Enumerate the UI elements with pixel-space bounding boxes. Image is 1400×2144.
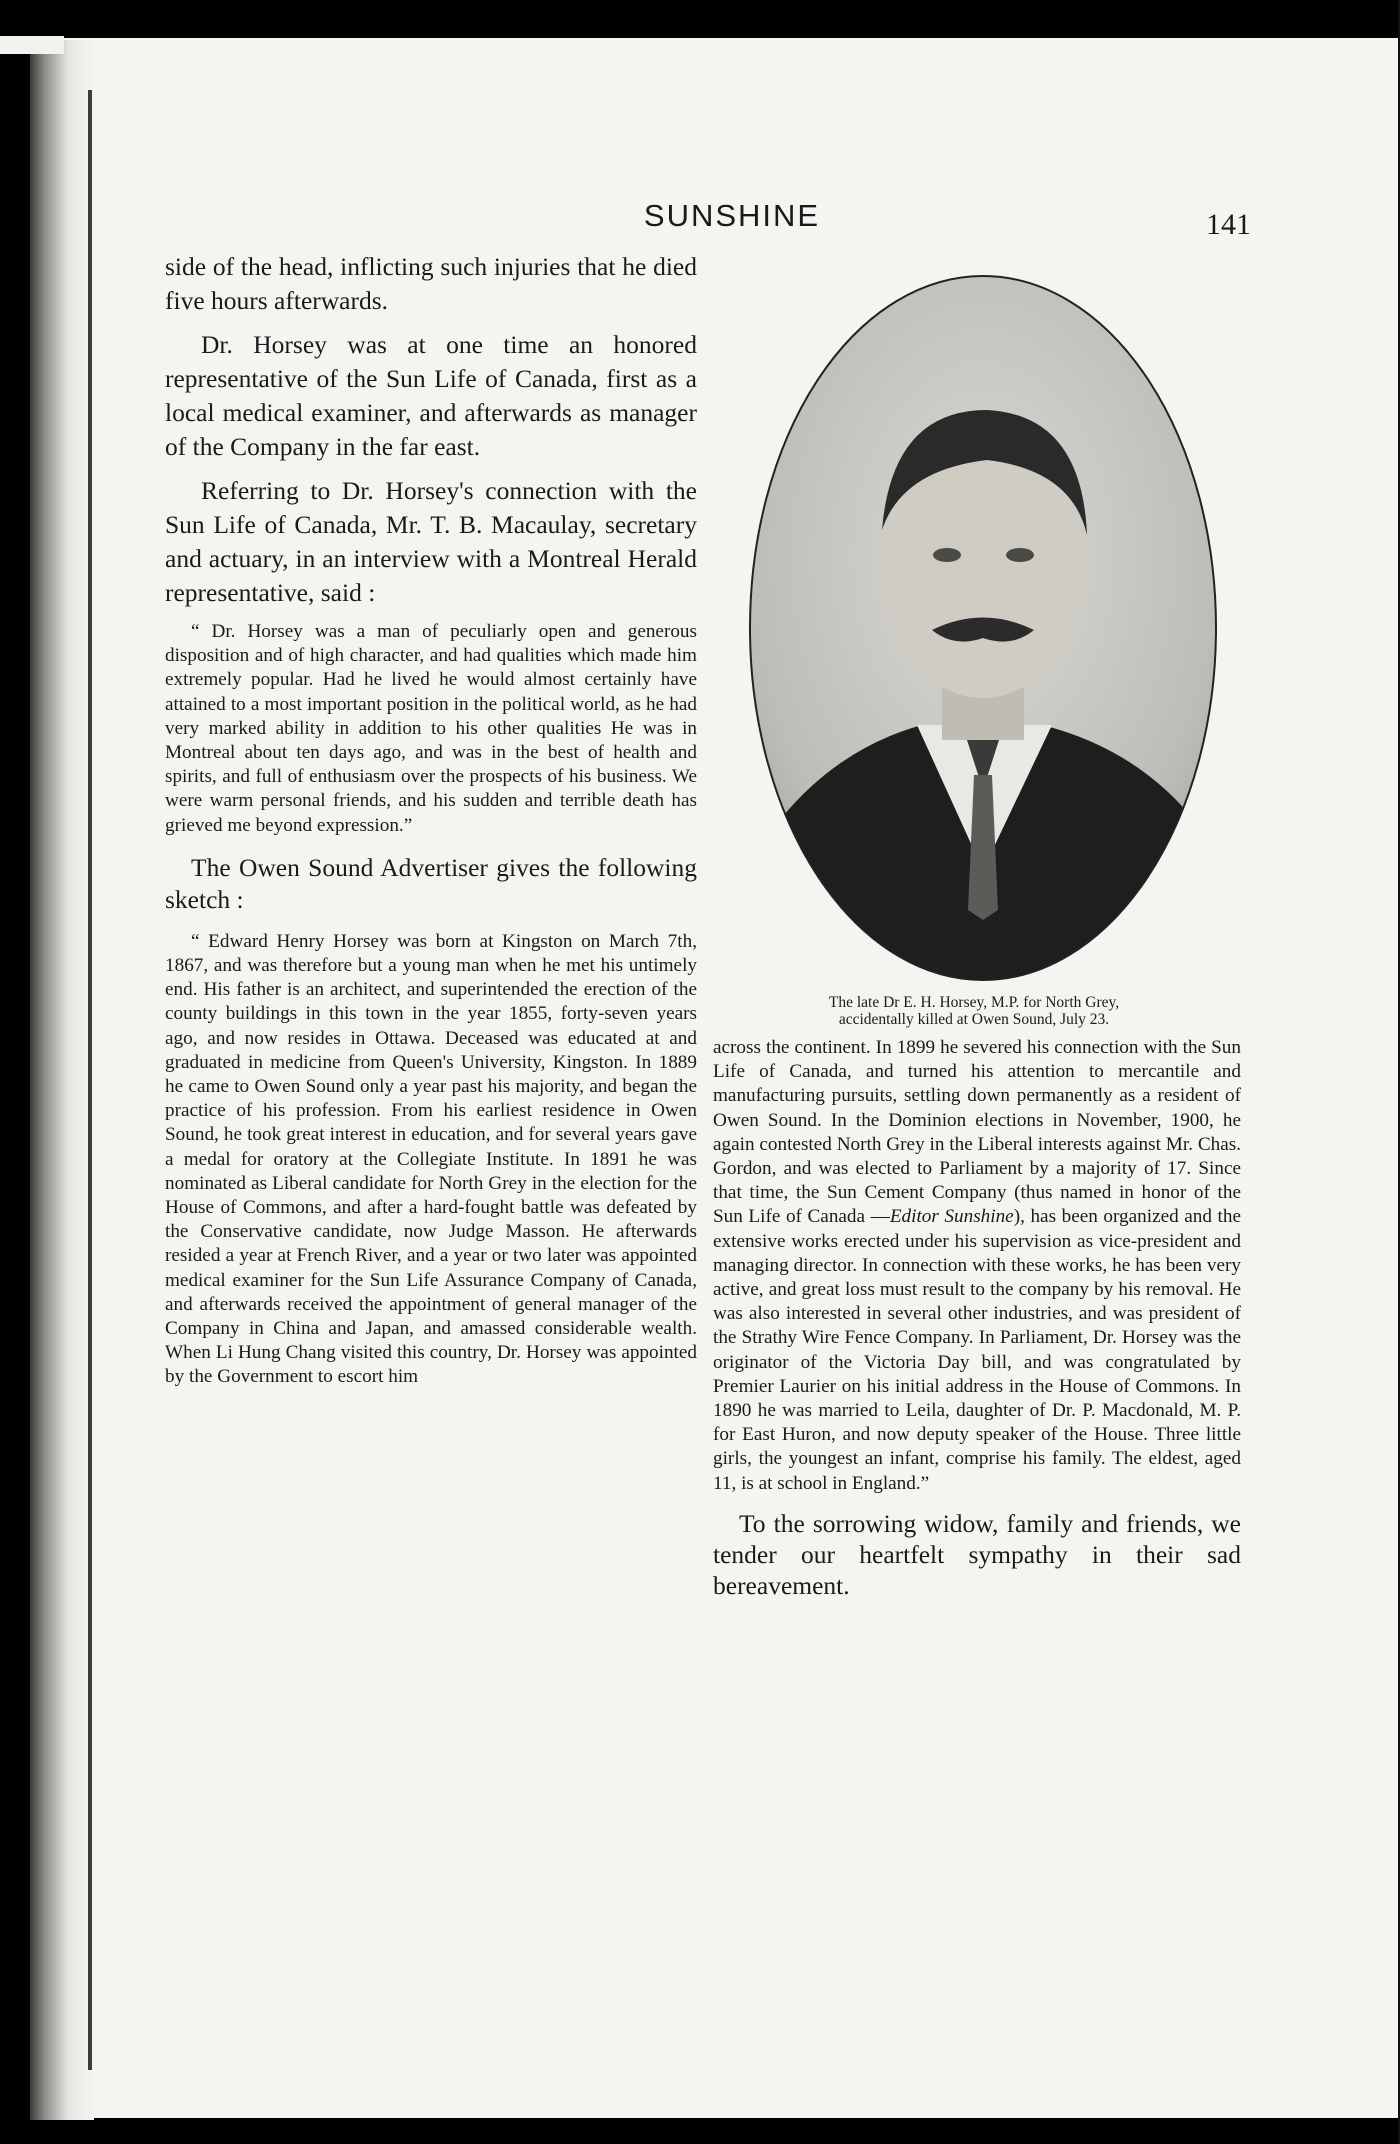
running-head: SUNSHINE <box>643 198 821 233</box>
portrait-photo <box>742 270 1225 986</box>
book-spine-shadow <box>30 40 94 2120</box>
page-number: 141 <box>1206 208 1251 241</box>
caption-line: The late Dr E. H. Horsey, M.P. for North Grey, <box>828 994 1120 1011</box>
biographical-sketch-continued <box>713 1036 1241 1496</box>
sketch-text: across the continent. In 1899 he severed his connection with the Sun Life of Canada, and turned his attention to mercantile and manufacturing pursuits, settling down permanently as a resident of Owen Sound. In the Dominion elections in November, 1900, he again contested North Grey in the Liberal interests against Mr. Chas. Gordon, and was elected to Parliament by a majority of 17. Since that time, the Sun Cement Company (thus named in honor of the Sun Life of Canada — <box>713 1037 1241 1228</box>
closing-condolence: To the sorrowing widow, family and friends, we tender our heartfelt sympathy in their sad bereavement. <box>713 1508 1241 1600</box>
paragraph-representative: Dr. Horsey was at one time an honored representative of the Sun Life of Canada, first as a local medical examiner, and afterwards as manager of the Company in the far east. <box>165 330 697 461</box>
sketch-text: ), has been organized and the extensive works erected under his supervision as vice-president and managing director. In connection with these works, he has been very active, and great loss must result to the company by his removal. He was also interested in several other industries, and was president of the Strathy Wire Fence Company. In Parliament, Dr. Horsey was the originator of the Victoria Day bill, and was congratulated by Premier Laurier on his initial address in the House of Commons. In 1890 he was married to Leila, daughter of Dr. P. Macdonald, M. P. for East Huron, and now deputy speaker of the House. Three little girls, the youngest an infant, comprise his family. The eldest, aged 11, is at school in England.” <box>713 1206 1241 1494</box>
right-column <box>713 1036 1241 1601</box>
quote-macaulay: “ Dr. Horsey was a man of peculiarly open and generous disposition and of high character, and had qualities which made him extremely popular. Had he lived he would almost certainly have attained to a most important position in the political world, as he had very marked ability in addition to his other qualities He was in Montreal about ten days ago, and was in the best of health and spirits, and full of enthusiasm over the prospects of his business. We were warm personal friends, and his sudden and terrible death has grieved me beyond expression.” <box>165 621 697 836</box>
gutter-line <box>88 90 92 2070</box>
left-column <box>165 250 697 1404</box>
biographical-sketch: “ Edward Henry Horsey was born at Kingston on March 7th, 1867, and was therefore but a young man when he met his untimely end. His father is an architect, and superintended the erection of the county buildings in this town in the year 1855, forty-seven years ago, and now resides in Ottawa. Deceased was educated at and graduated in medicine from Queen's University, Kingston. In 1889 he came to Owen Sound only a year past his majority, and began the practice of his profession. From his earliest residence in Owen Sound, he took great interest in education, and for several years gave a medal for oratory at the Collegiate Institute. In 1891 he was nominated as Liberal candidate for North Grey in the election for the House of Commons, and after a hard-fought battle was defeated by the Conservative candidate, now Judge Masson. He afterwards resided a year at French River, and a year or two later was appointed medical examiner for the Sun Life Assurance Company of Canada, and afterwards received the appointment of general manager of the Company in China and Japan, and amassed considerable wealth. When Li Hung Chang visited this country, Dr. Horsey was appointed by the Government to escort him <box>165 930 697 1388</box>
editor-note: Editor Sunshine <box>889 1206 1014 1228</box>
portrait-caption <box>718 994 1230 1028</box>
paragraph-continued: side of the head, inflicting such injuries that he died five hours afterwards. <box>165 252 697 315</box>
paragraph-advertiser-intro: The Owen Sound Advertiser gives the following sketch : <box>165 852 697 914</box>
caption-line: accidentally killed at Owen Sound, July 23. <box>838 1011 1110 1028</box>
paragraph-interview: Referring to Dr. Horsey's connection with the Sun Life of Canada, Mr. T. B. Macaulay, secretary and actuary, in an interview with a Montreal Herald representative, said : <box>165 476 697 607</box>
page-edge <box>0 36 64 54</box>
